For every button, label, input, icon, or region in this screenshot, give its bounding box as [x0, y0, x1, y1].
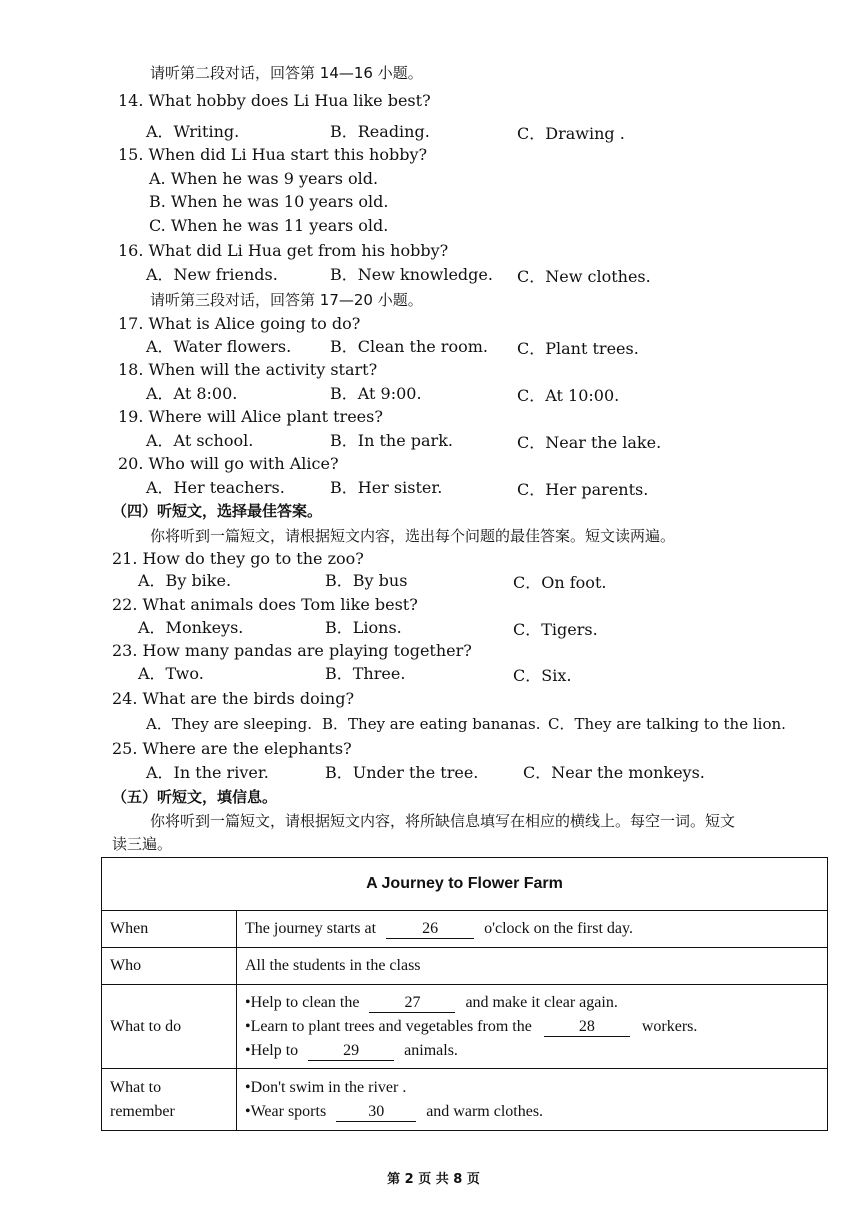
- q22-option-c: C．Tigers.: [513, 620, 598, 639]
- q15-option-c: C. When he was 11 years old.: [149, 216, 389, 235]
- part5-instructions-line2: 读三遍。: [112, 835, 173, 853]
- q14-option-a: A．Writing.: [146, 122, 240, 141]
- what-to-remember-label: [102, 1069, 237, 1131]
- q25-option-c: C．Near the monkeys.: [523, 763, 705, 782]
- part5-instructions-line1: 你将听到一篇短文，请根据短文内容，将所缺信息填写在相应的横线上。每空一词。短文: [150, 812, 736, 830]
- rem1: •Don't swim in the river .: [245, 1078, 407, 1096]
- what-to-remember-cell: [237, 1069, 828, 1131]
- question-15: 15. When did Li Hua start this hobby?: [118, 145, 428, 164]
- q19-option-b: B．In the park.: [330, 431, 453, 450]
- question-21: 21. How do they go to the zoo?: [112, 549, 364, 568]
- q19-option-c: C．Near the lake.: [517, 433, 662, 452]
- question-25: 25. Where are the elephants?: [112, 739, 352, 758]
- q24-option-a: A．They are sleeping.: [146, 715, 313, 733]
- page-footer: 第 2 页 共 8 页: [387, 1172, 480, 1187]
- q21-option-a: A．By bike.: [138, 571, 232, 590]
- q17-option-a: A．Water flowers.: [146, 337, 292, 356]
- q25-option-b: B．Under the tree.: [325, 763, 479, 782]
- q16-option-a: A．New friends.: [146, 265, 278, 284]
- q21-option-b: B．By bus: [325, 571, 408, 590]
- q23-option-a: A．Two.: [138, 664, 204, 683]
- question-22: 22. What animals does Tom like best?: [112, 595, 418, 614]
- what2-post: workers.: [641, 1017, 698, 1035]
- q21-option-c: C．On foot.: [513, 573, 607, 592]
- q16-option-b: B．New knowledge.: [330, 265, 493, 284]
- question-20: 20. Who will go with Alice?: [118, 454, 339, 473]
- question-23: 23. How many pandas are playing together?: [112, 641, 472, 660]
- rem2-pre: •Wear sports: [245, 1102, 327, 1120]
- q20-option-b: B．Her sister.: [330, 478, 443, 497]
- who-label: Who: [102, 948, 237, 985]
- question-19: 19. Where will Alice plant trees?: [118, 407, 383, 426]
- part4-heading: （四）听短文，选择最佳答案。: [112, 502, 323, 520]
- question-14: 14. What hobby does Li Hua like best?: [118, 91, 431, 110]
- what2-pre: •Learn to plant trees and vegetables from the: [245, 1017, 532, 1035]
- q18-option-a: A．At 8:00.: [146, 384, 238, 403]
- who-text: All the students in the class: [237, 948, 828, 985]
- blank-29[interactable]: 29: [308, 1042, 394, 1061]
- question-24: 24. What are the birds doing?: [112, 689, 355, 708]
- blank-30[interactable]: 30: [336, 1103, 416, 1122]
- q14-option-c: C．Drawing .: [517, 124, 625, 143]
- q24-option-c: C．They are talking to the lion.: [548, 715, 786, 733]
- what-to-do-cell: [237, 985, 828, 1069]
- when-text-pre: The journey starts at: [245, 919, 377, 937]
- q19-option-a: A．At school.: [146, 431, 254, 450]
- q14-option-b: B．Reading.: [330, 122, 430, 141]
- what1-post: and make it clear again.: [465, 993, 618, 1011]
- when-cell: [237, 911, 828, 948]
- what3-post: animals.: [404, 1041, 458, 1059]
- question-16: 16. What did Li Hua get from his hobby?: [118, 241, 449, 260]
- q25-option-a: A．In the river.: [146, 763, 269, 782]
- q20-option-c: C．Her parents.: [517, 480, 649, 499]
- when-label: When: [102, 911, 237, 948]
- q17-option-c: C．Plant trees.: [517, 339, 639, 358]
- q15-option-a: A. When he was 9 years old.: [149, 169, 379, 188]
- what3-pre: •Help to: [245, 1041, 299, 1059]
- q16-option-c: C．New clothes.: [517, 267, 651, 286]
- q17-option-b: B．Clean the room.: [330, 337, 488, 356]
- rem2-post: and warm clothes.: [426, 1102, 544, 1120]
- remember-label-line1: What to: [110, 1078, 162, 1096]
- q22-option-b: B．Lions.: [325, 618, 402, 637]
- q24-option-b: B．They are eating bananas.: [322, 715, 541, 733]
- q20-option-a: A．Her teachers.: [146, 478, 285, 497]
- q18-option-c: C．At 10:00.: [517, 386, 620, 405]
- q18-option-b: B．At 9:00.: [330, 384, 422, 403]
- part5-heading: （五）听短文，填信息。: [112, 788, 278, 806]
- question-17: 17. What is Alice going to do?: [118, 314, 361, 333]
- info-table: [101, 857, 828, 1131]
- table-title: A Journey to Flower Farm: [102, 858, 828, 911]
- part4-instructions: 你将听到一篇短文，请根据短文内容，选出每个问题的最佳答案。短文读两遍。: [150, 527, 676, 545]
- q22-option-a: A．Monkeys.: [138, 618, 244, 637]
- q23-option-b: B．Three.: [325, 664, 406, 683]
- section2-intro: 请听第二段对话，回答第 14—16 小题。: [150, 64, 423, 82]
- what-to-do-label: What to do: [102, 985, 237, 1069]
- section3-intro: 请听第三段对话，回答第 17—20 小题。: [150, 291, 423, 309]
- blank-28[interactable]: 28: [544, 1018, 630, 1037]
- question-18: 18. When will the activity start?: [118, 360, 378, 379]
- what1-pre: •Help to clean the: [245, 993, 360, 1011]
- blank-26[interactable]: 26: [386, 920, 474, 939]
- remember-label-line2: remember: [110, 1102, 175, 1120]
- q15-option-b: B. When he was 10 years old.: [149, 192, 389, 211]
- q23-option-c: C．Six.: [513, 666, 572, 685]
- blank-27[interactable]: 27: [369, 994, 455, 1013]
- when-text-post: o'clock on the first day.: [484, 919, 633, 937]
